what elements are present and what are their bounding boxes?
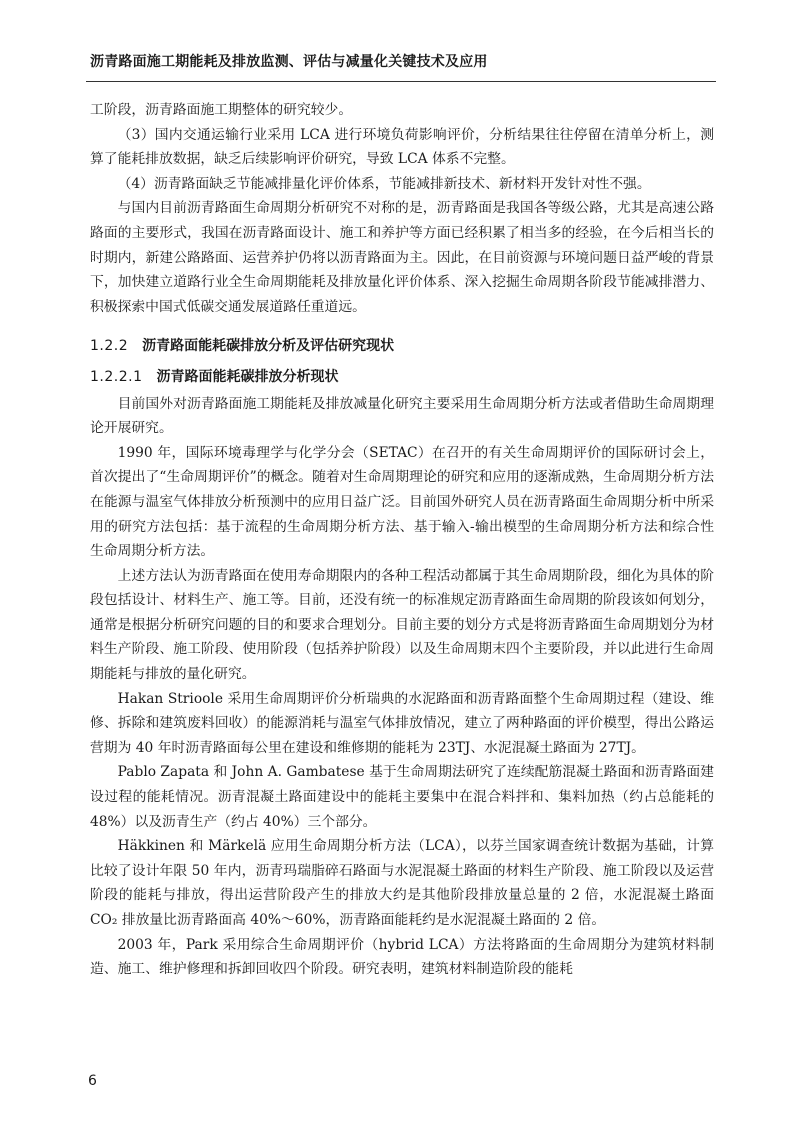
paragraph: 上述方法认为沥青路面在使用寿命期限内的各种工程活动都属于其生命周期阶段，细化为具体的阶段包括设计、材料生产、施工等。目前，还没有统一的标准规定沥青路面生命周期的阶段该如何划分，通常是根据分析研究问题的目的和要求合理划分。目前主要的划分方式是将沥青路面生命周期划分为材料生产阶段、施工阶段、使用阶段（包括养护阶段）以及生命周期末四个主要阶段，并以此进行生命周期能耗与排放的量化研究。	[90, 567, 714, 683]
section-title: 沥青路面能耗碳排放分析现状	[156, 368, 339, 385]
page-body	[90, 98, 714, 982]
paragraph: Pablo Zapata 和 John A. Gambatese 基于生命周期法研究了连续配筋混凝土路面和沥青路面建设过程的能耗情况。沥青混凝土路面建设中的能耗主要集中在混合料拌和、集料加热（约占总能耗的 48%）以及沥青生产（约占 40%）三个部分。	[90, 764, 715, 830]
header-rule	[86, 81, 716, 82]
page-number: 6	[88, 1073, 97, 1089]
paragraph: 1990 年，国际环境毒理学与化学分会（SETAC）在召开的有关生命周期评价的国际研讨会上，首次提出了“生命周期评价”的概念。随着对生命周期理论的研究和应用的逐渐成熟，生命周期分析方法在能源与温室气体排放分析预测中的应用日益广泛。目前国外研究人员在沥青路面生命周期分析中所采用的研究方法包括：基于流程的生命周期分析方法、基于输入-输出模型的生命周期分析方法和综合性生命周期分析方法。	[90, 444, 714, 560]
paragraph: 与国内目前沥青路面生命周期分析研究不对称的是，沥青路面是我国各等级公路，尤其是高速公路路面的主要形式，我国在沥青路面设计、施工和养护等方面已经积累了相当多的经验，在今后相当长的时期内，新建公路路面、运营养护仍将以沥青路面为主。因此，在目前资源与环境问题日益严峻的背景下，加快建立道路行业全生命周期能耗及排放量化评价体系、深入挖掘生命周期各阶段节能减排潜力、积极探索中国式低碳交通发展道路任重道远。	[90, 200, 714, 315]
section-heading-1-2-2-1	[90, 365, 714, 390]
paragraph: Häkkinen 和 Märkelä 应用生命周期分析方法（LCA），以芬兰国家调查统计数据为基础，计算比较了设计年限 50 年内，沥青玛瑞脂碎石路面与水泥混凝土路面的材料生产阶段、施工阶段以及运营阶段的能耗与排放，得出运营阶段产生的排放大约是其他阶段排放量总量的 2 倍，水泥混凝土路面 CO₂ 排放量比沥青路面高 40%～60%，沥青路面能耗约是水泥混凝土路面的 2 倍。	[90, 838, 714, 928]
running-header: 沥青路面施工期能耗及排放监测、评估与减量化关键技术及应用	[90, 54, 488, 70]
paragraph: （3）国内交通运输行业采用 LCA 进行环境负荷影响评价，分析结果往往停留在清单分析上，测算了能耗排放数据，缺乏后续影响评价研究，导致 LCA 体系不完整。	[90, 126, 714, 168]
section-title: 沥青路面能耗碳排放分析及评估研究现状	[142, 338, 395, 355]
section-heading-1-2-2	[90, 334, 714, 359]
paragraph: 工阶段，沥青路面施工期整体的研究较少。	[90, 102, 353, 118]
paragraph: Hakan Strioole 采用生命周期评价分析瑞典的水泥路面和沥青路面整个生命周期过程（建设、维修、拆除和建筑废料回收）的能源消耗与温室气体排放情况，建立了两种路面的评价模型，得出公路运营期为 40 年时沥青路面每公里在建设和维修期的能耗为 23TJ、水泥混凝土路面为 27TJ。	[90, 690, 714, 756]
section-number: 1.2.2	[90, 338, 129, 355]
section-number: 1.2.2.1	[90, 368, 143, 385]
paragraph: 目前国外对沥青路面施工期能耗及排放减量化研究主要采用生命周期分析方法或者借助生命周期理论开展研究。	[90, 395, 714, 437]
paragraph: 2003 年，Park 采用综合生命周期评价（hybrid LCA）方法将路面的生命周期分为建筑材料制造、施工、维护修理和拆卸回收四个阶段。研究表明，建筑材料制造阶段的能耗	[90, 936, 714, 978]
paragraph: （4）沥青路面缺乏节能减排量化评价体系，节能减排新技术、新材料开发针对性不强。	[117, 175, 651, 192]
